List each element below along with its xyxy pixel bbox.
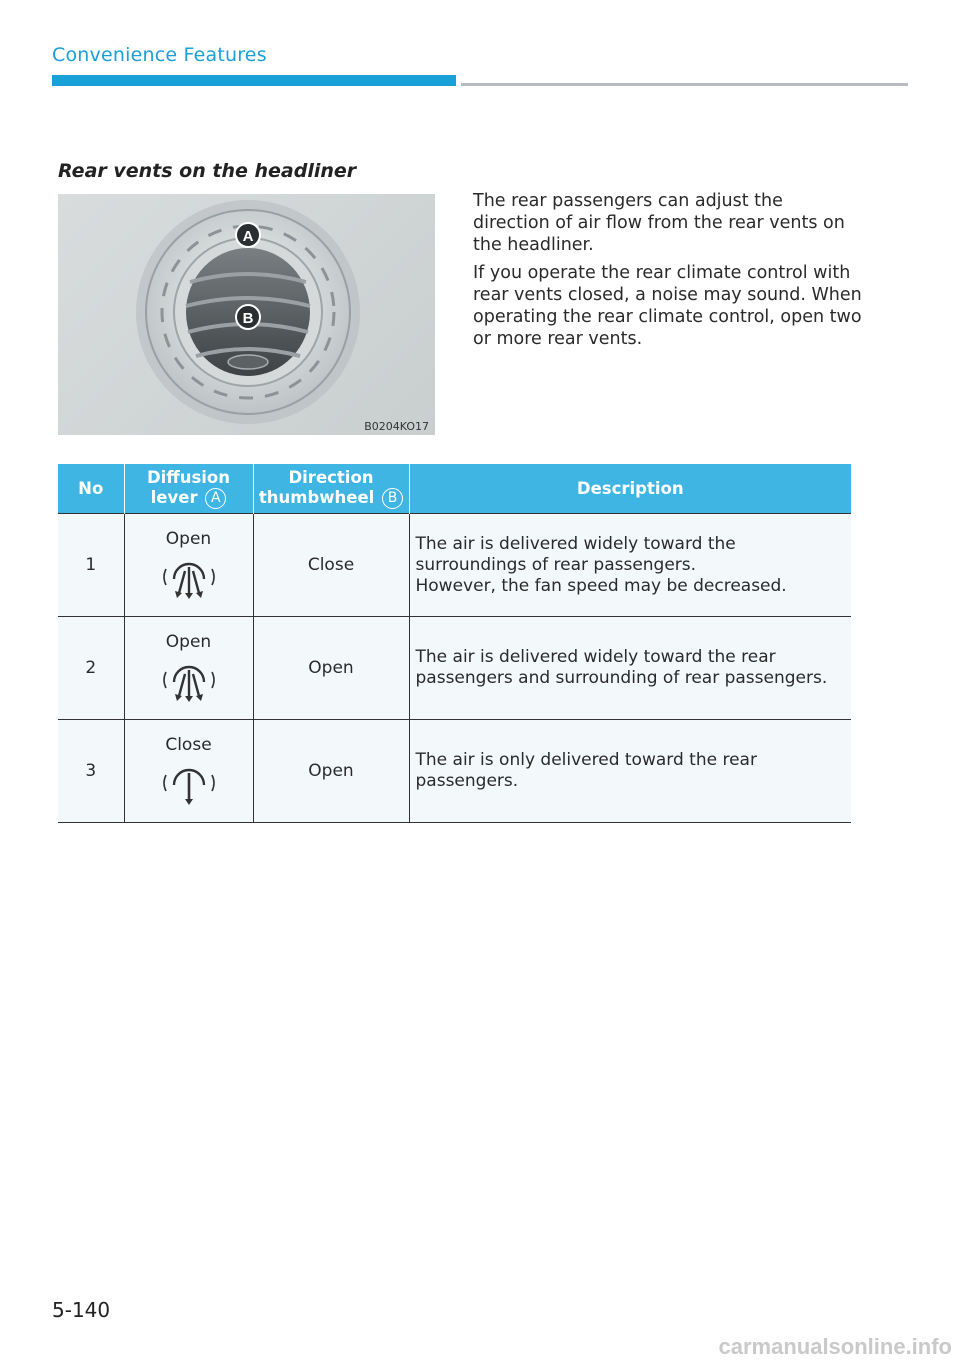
page-number: 5-140 xyxy=(52,1298,111,1322)
row-desc-text: The air is delivered widely toward the surroundings of rear passengers. xyxy=(415,533,736,575)
header-lever-mark: A xyxy=(205,488,226,509)
row-desc xyxy=(409,720,851,823)
table-header-row xyxy=(58,464,851,514)
intro-paragraph: If you operate the rear climate control with rear vents closed, a noise may sound. When operating the rear climate control, open two or more rear vents. xyxy=(473,263,862,349)
figure-label-b: B xyxy=(242,310,254,327)
row-desc xyxy=(409,617,851,720)
row-wheel: Open xyxy=(253,617,409,720)
header-wheel-mark: B xyxy=(382,488,403,509)
airflow-wide-icon xyxy=(158,656,220,704)
header-no: No xyxy=(58,464,124,514)
header-wheel-label: Direction thumbwheel xyxy=(258,468,375,507)
row-no: 1 xyxy=(58,514,124,617)
airflow-straight-icon xyxy=(158,759,220,807)
row-desc-text: The air is delivered widely toward the rear passengers and surrounding of rear passengers. xyxy=(415,647,828,688)
watermark: carmanualsonline.info xyxy=(718,1334,952,1359)
table-row xyxy=(58,720,851,823)
intro-paragraph: The rear passengers can adjust the direction of air flow from the rear vents on the headliner. xyxy=(473,191,845,255)
row-no: 3 xyxy=(58,720,124,823)
table-row xyxy=(58,617,851,720)
lever-state: Close xyxy=(165,735,212,755)
vent-settings-table xyxy=(58,464,851,823)
row-lever xyxy=(124,720,253,823)
rear-vent-illustration xyxy=(58,194,435,435)
header-accent-bar xyxy=(52,75,456,86)
header-divider xyxy=(461,83,908,86)
row-wheel: Open xyxy=(253,720,409,823)
intro-text xyxy=(473,190,863,356)
section-title: Rear vents on the headliner xyxy=(58,160,357,182)
header-lever-label: Diffusion lever xyxy=(146,468,231,507)
table-row xyxy=(58,514,851,617)
header-section-title: Convenience Features xyxy=(52,44,267,66)
figure-label-a: A xyxy=(242,228,254,245)
figure-code: B0204KO17 xyxy=(364,420,429,433)
row-lever xyxy=(124,514,253,617)
header-wheel xyxy=(253,464,409,514)
row-wheel: Close xyxy=(253,514,409,617)
row-lever xyxy=(124,617,253,720)
lever-state: Open xyxy=(165,632,212,652)
vent-figure xyxy=(58,194,435,435)
airflow-wide-icon xyxy=(158,553,220,601)
header-lever xyxy=(124,464,253,514)
header-desc: Description xyxy=(409,464,851,514)
row-no: 2 xyxy=(58,617,124,720)
lever-state: Open xyxy=(165,529,212,549)
row-desc-note: However, the fan speed may be decreased. xyxy=(415,575,787,596)
row-desc xyxy=(409,514,851,617)
row-desc-text: The air is only delivered toward the rear passengers. xyxy=(415,750,757,791)
